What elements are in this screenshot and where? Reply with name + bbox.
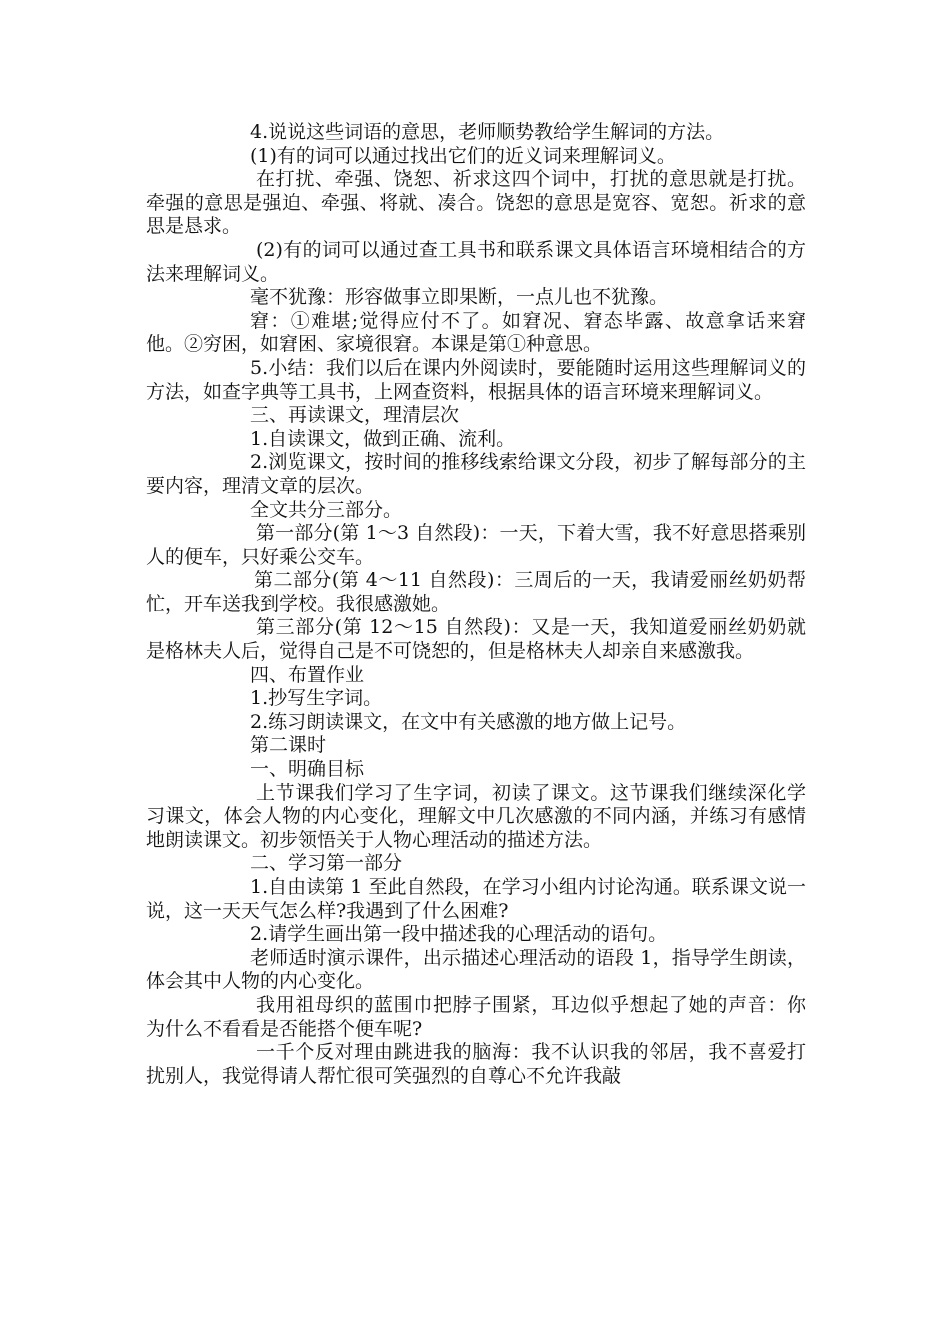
document-page bbox=[146, 121, 806, 1088]
section-heading: 三、再读课文，理清层次 bbox=[250, 404, 460, 427]
section-heading: 一、明确目标 bbox=[250, 758, 365, 781]
paragraph: 1.抄写生字词。 bbox=[250, 687, 383, 710]
paragraph: 5.小结：我们以后在课内外阅读时，要能随时运用这些理解词义的方法，如查字典等工具书，上网查资料，根据具体的语言环境来理解词义。 bbox=[146, 356, 806, 403]
paragraph: 2.请学生画出第一段中描述我的心理活动的语句。 bbox=[250, 923, 668, 946]
paragraph: 1.自读课文，做到正确、流利。 bbox=[250, 427, 516, 450]
paragraph: (1)有的词可以通过找出它们的近义词来理解词义。 bbox=[250, 144, 676, 167]
section-heading: 第二课时 bbox=[250, 734, 327, 757]
paragraph: 我用祖母织的蓝围巾把脖子围紧，耳边似乎想起了她的声音：你为什么不看看是否能搭个便车呢? bbox=[146, 993, 806, 1040]
paragraph: 第一部分(第 1～3 自然段)：一天，下着大雪，我不好意思搭乘别人的便车，只好乘公交车。 bbox=[146, 522, 806, 568]
section-heading: 二、学习第一部分 bbox=[250, 852, 403, 875]
paragraph: 2.浏览课文，按时间的推移线索给课文分段，初步了解每部分的主要内容，理清文章的层次。 bbox=[146, 451, 806, 497]
paragraph: 1.自由读第 1 至此自然段，在学习小组内讨论沟通。联系课文说一说，这一天天气怎么样?我遇到了什么困难? bbox=[146, 876, 806, 922]
paragraph: 毫不犹豫：形容做事立即果断，一点儿也不犹豫。 bbox=[250, 286, 669, 309]
paragraph: 第三部分(第 12～15 自然段)：又是一天，我知道爱丽丝奶奶就是格林夫人后，觉得自己是不可饶恕的，但是格林夫人却亲自来感激我。 bbox=[146, 616, 806, 663]
paragraph: 一千个反对理由跳进我的脑海：我不认识我的邻居，我不喜爱打扰别人，我觉得请人帮忙很可笑强烈的自尊心不允许我敲 bbox=[146, 1041, 806, 1087]
paragraph: 全文共分三部分。 bbox=[250, 498, 403, 521]
paragraph: 上节课我们学习了生字词，初读了课文。这节课我们继续深化学习课文，体会人物的内心变化，理解文中几次感激的不同内涵，并练习有感情地朗读课文。初步领悟关于人物心理活动的描述方法。 bbox=[146, 781, 806, 851]
paragraph: 4.说说这些词语的意思，老师顺势教给学生解词的方法。 bbox=[250, 121, 725, 143]
paragraph: 窘：①难堪;觉得应付不了。如窘况、窘态毕露、故意拿话来窘他。②穷困，如窘困、家境很窘。本课是第①种意思。 bbox=[146, 309, 806, 356]
paragraph: 在打扰、牵强、饶恕、祈求这四个词中，打扰的意思就是打扰。牵强的意思是强迫、牵强、将就、凑合。饶恕的意思是宽容、宽恕。祈求的意思是恳求。 bbox=[146, 168, 806, 238]
paragraph: (2)有的词可以通过查工具书和联系课文具体语言环境相结合的方法来理解词义。 bbox=[146, 238, 806, 285]
section-heading: 四、布置作业 bbox=[250, 663, 365, 686]
paragraph: 2.练习朗读课文，在文中有关感激的地方做上记号。 bbox=[250, 710, 687, 733]
paragraph: 老师适时演示课件，出示描述心理活动的语段 1，指导学生朗读，体会其中人物的内心变化。 bbox=[146, 946, 806, 993]
paragraph: 第二部分(第 4～11 自然段)：三周后的一天，我请爱丽丝奶奶帮忙，开车送我到学校。我很感激她。 bbox=[146, 569, 806, 615]
